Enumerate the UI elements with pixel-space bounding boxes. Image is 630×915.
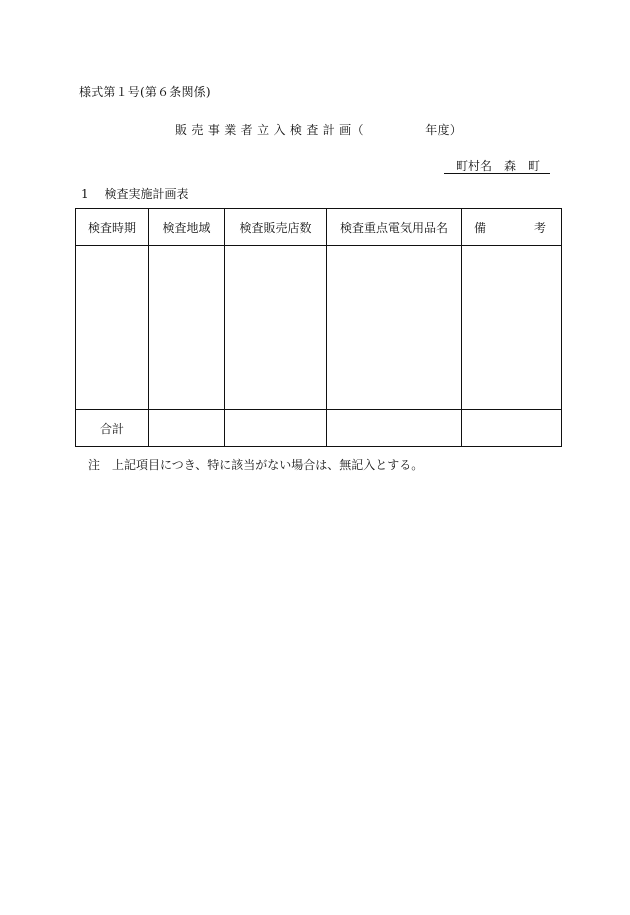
footnote: 注 上記項目につき、特に該当がない場合は、無記入とする。 (88, 458, 424, 472)
total-area-cell (149, 410, 225, 447)
header-priority-appliance: 検査重点電気用品名 (327, 209, 462, 246)
cell-inspection-area (149, 246, 225, 410)
table-total-row (76, 410, 562, 447)
header-inspection-period: 検査時期 (76, 209, 149, 246)
header-inspection-area: 検査地域 (149, 209, 225, 246)
header-store-count: 検査販売店数 (225, 209, 327, 246)
form-number: 様式第１号(第６条関係) (79, 85, 211, 99)
cell-remarks (462, 246, 562, 410)
cell-priority-appliance (327, 246, 462, 410)
table-header-row (76, 209, 562, 246)
document-title: 販 売 事 業 者 立 入 検 査 計 画（ 年度） (175, 123, 463, 137)
inspection-plan-table (75, 208, 562, 447)
total-label: 合計 (76, 410, 149, 447)
header-remarks: 備 考 (462, 209, 562, 246)
table-body-row (76, 246, 562, 410)
total-appliance-cell (327, 410, 462, 447)
total-remarks-cell (462, 410, 562, 447)
cell-store-count (225, 246, 327, 410)
cell-inspection-period (76, 246, 149, 410)
section-heading: 1 検査実施計画表 (81, 187, 189, 201)
total-store-count-cell (225, 410, 327, 447)
municipality-field: 町村名 森 町 (444, 159, 550, 174)
